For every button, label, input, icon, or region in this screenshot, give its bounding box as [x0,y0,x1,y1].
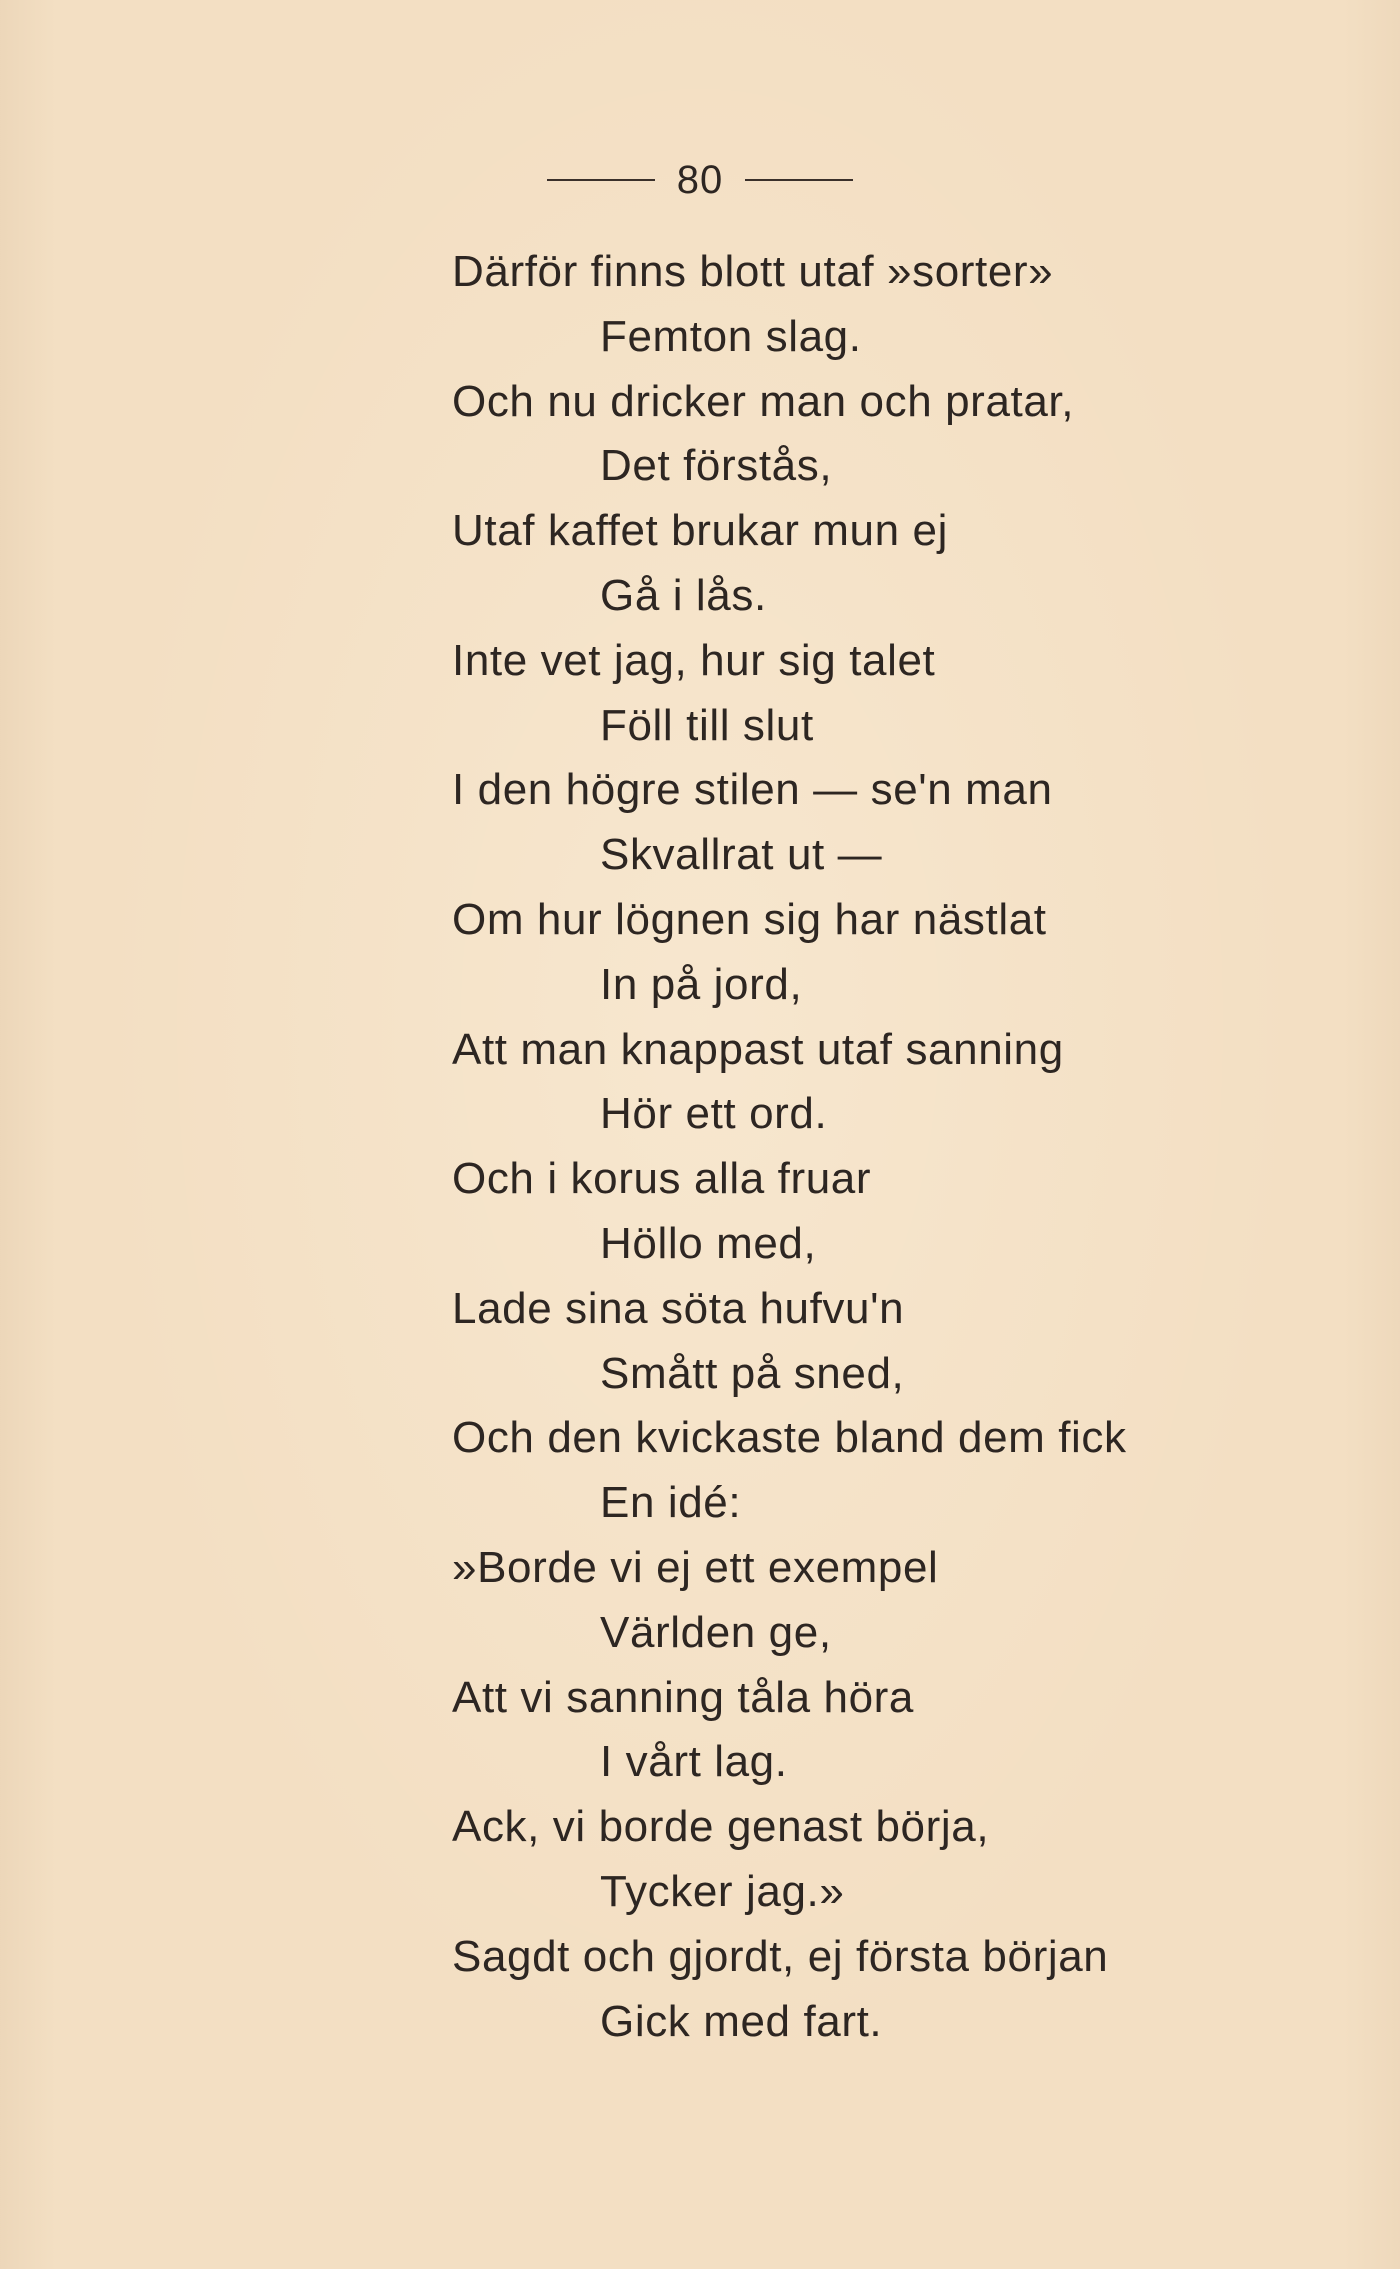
poem-line: Utaf kaffet brukar mun ej [452,506,948,556]
poem-line: Gå i lås. [600,570,767,620]
poem-line: Att vi sanning tåla höra [452,1672,915,1722]
poem-line: I vårt lag. [600,1737,788,1787]
page-number: 80 [676,158,724,202]
poem-line: Och den kvickaste bland dem fick [452,1413,1127,1463]
poem-line: Höllo med, [600,1218,817,1268]
poem-line: Och nu dricker man och pratar, [452,376,1075,426]
poem-line: Inte vet jag, hur sig talet [452,635,936,685]
poem-line: Om hur lögnen sig har nästlat [452,894,1047,944]
poem-line: Tycker jag.» [600,1866,845,1916]
poem-line: Det förstås, [600,441,833,491]
poem-line: Därför finns blott utaf »sorter» [452,247,1054,296]
poem-line: Lade sina söta hufvu'n [452,1283,905,1333]
poem-line: Smått på sned, [600,1348,905,1398]
poem-line: En idé: [600,1478,742,1528]
poem-line: Sagdt och gjordt, ej första början [452,1931,1109,1981]
poem-text [452,240,1352,2054]
poem-line: Gick med fart. [600,1996,883,2046]
poem-line: »Borde vi ej ett exempel [452,1542,939,1592]
header-rule-right [745,179,853,181]
poem-line: Att man knappast utaf sanning [452,1024,1064,1074]
poem-line: Skvallrat ut — [600,830,883,880]
poem-line: Hör ett ord. [600,1089,828,1139]
poem-line: Föll till slut [600,700,814,750]
page-header [0,160,1400,200]
poem-line: I den högre stilen — se'n man [452,765,1053,815]
header-rule-left [547,179,655,181]
poem-line: Och i korus alla fruar [452,1154,872,1204]
poem-line: Världen ge, [600,1607,832,1657]
poem-line: Femton slag. [600,311,862,361]
poem-line: In på jord, [600,959,803,1009]
poem-line: Ack, vi borde genast börja, [452,1802,990,1852]
